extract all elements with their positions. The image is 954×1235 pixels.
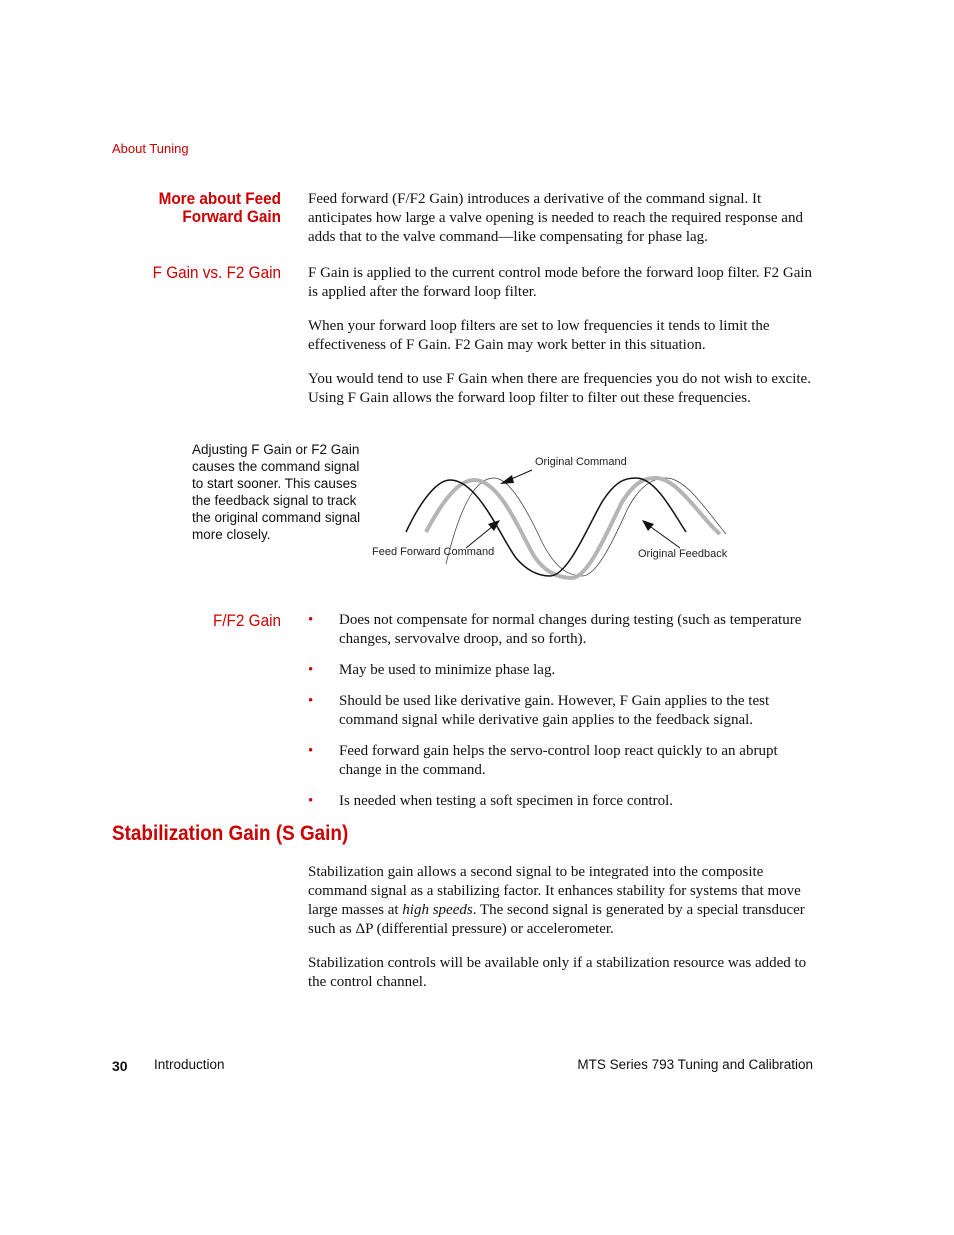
section-heading-f-vs-f2: F Gain vs. F2 Gain xyxy=(152,263,281,282)
stabilization-text-before: Stabilization gain allows a second signal to be integrated into the composite command signal as a stabilizing factor. It enhances stability for systems that move large masses at xyxy=(308,864,801,918)
f-vs-f2-paragraph-1: F Gain is applied to the current control mode before the forward loop filter. F2 Gain is applied after the forward loop filter. xyxy=(308,265,813,300)
list-item xyxy=(308,661,818,680)
bullet-icon: • xyxy=(308,743,314,759)
label-original-command: Original Command xyxy=(535,456,627,468)
heading-line-1: More about Feed xyxy=(158,189,281,208)
feed-forward-diagram xyxy=(360,440,750,590)
f-vs-f2-paragraph-3: You would tend to use F Gain when there are frequencies you do not wish to excite. Using F Gain allows the forward loop filter to filter out these frequencies. xyxy=(308,371,811,406)
list-item-text: Is needed when testing a soft specimen in force control. xyxy=(339,793,674,809)
list-item-text: Feed forward gain helps the servo-control loop react quickly to an abrupt change in the command. xyxy=(339,743,778,778)
stabilization-paragraph-1 xyxy=(308,863,818,939)
list-item-text: Does not compensate for normal changes during testing (such as temperature changes, servovalve droop, and so forth). xyxy=(339,612,802,647)
section-heading-stabilization: Stabilization Gain (S Gain) xyxy=(112,822,349,845)
section-heading-feed-forward xyxy=(128,190,281,226)
running-head: About Tuning xyxy=(112,141,189,156)
feed-forward-paragraph: Feed forward (F/F2 Gain) introduces a derivative of the command signal. It anticipates how large a valve opening is needed to reach the required response and adds that to the valve command—like compensating for phase lag. xyxy=(308,191,803,245)
stabilization-paragraph-2: Stabilization controls will be available only if a stabilization resource was added to the control channel. xyxy=(308,955,807,990)
original-command-curve xyxy=(406,478,686,576)
footer-section: Introduction xyxy=(154,1057,225,1072)
stabilization-text-after: . The second signal is generated by a special transducer such as ΔP (differential pressure) or accelerometer. xyxy=(308,902,805,937)
bullet-icon: • xyxy=(308,612,314,628)
list-item-text: May be used to minimize phase lag. xyxy=(339,662,556,678)
f-vs-f2-paragraph-2: When your forward loop filters are set to low frequencies it tends to limit the effectiveness of F Gain. F2 Gain may work better in this situation. xyxy=(308,318,770,353)
stabilization-emphasis: high speeds xyxy=(402,902,473,918)
label-original-feedback: Original Feedback xyxy=(638,548,728,560)
label-feed-forward-command: Feed Forward Command xyxy=(372,546,495,558)
list-item-text: Should be used like derivative gain. However, F Gain applies to the test command signal while derivative gain applies to the feedback signal. xyxy=(339,693,770,728)
list-item xyxy=(308,611,818,649)
arrowhead-original-command xyxy=(500,475,514,484)
heading-line-2: Forward Gain xyxy=(182,207,281,226)
feed-forward-command-curve xyxy=(426,478,720,578)
figure-caption: Adjusting F Gain or F2 Gain causes the command signal to start sooner. This causes the feedback signal to track the original command signal more closely. xyxy=(192,442,361,542)
list-item xyxy=(308,742,818,780)
list-item xyxy=(308,792,818,811)
page-number: 30 xyxy=(112,1058,128,1074)
arrowhead-original-feedback xyxy=(642,520,654,531)
f-f2-gain-bullet-list xyxy=(308,611,818,823)
footer-book-title: MTS Series 793 Tuning and Calibration xyxy=(577,1057,813,1072)
bullet-icon: • xyxy=(308,793,314,809)
section-heading-f-f2-gain: F/F2 Gain xyxy=(212,611,281,630)
list-item xyxy=(308,692,818,730)
bullet-icon: • xyxy=(308,662,314,678)
bullet-icon: • xyxy=(308,693,314,709)
